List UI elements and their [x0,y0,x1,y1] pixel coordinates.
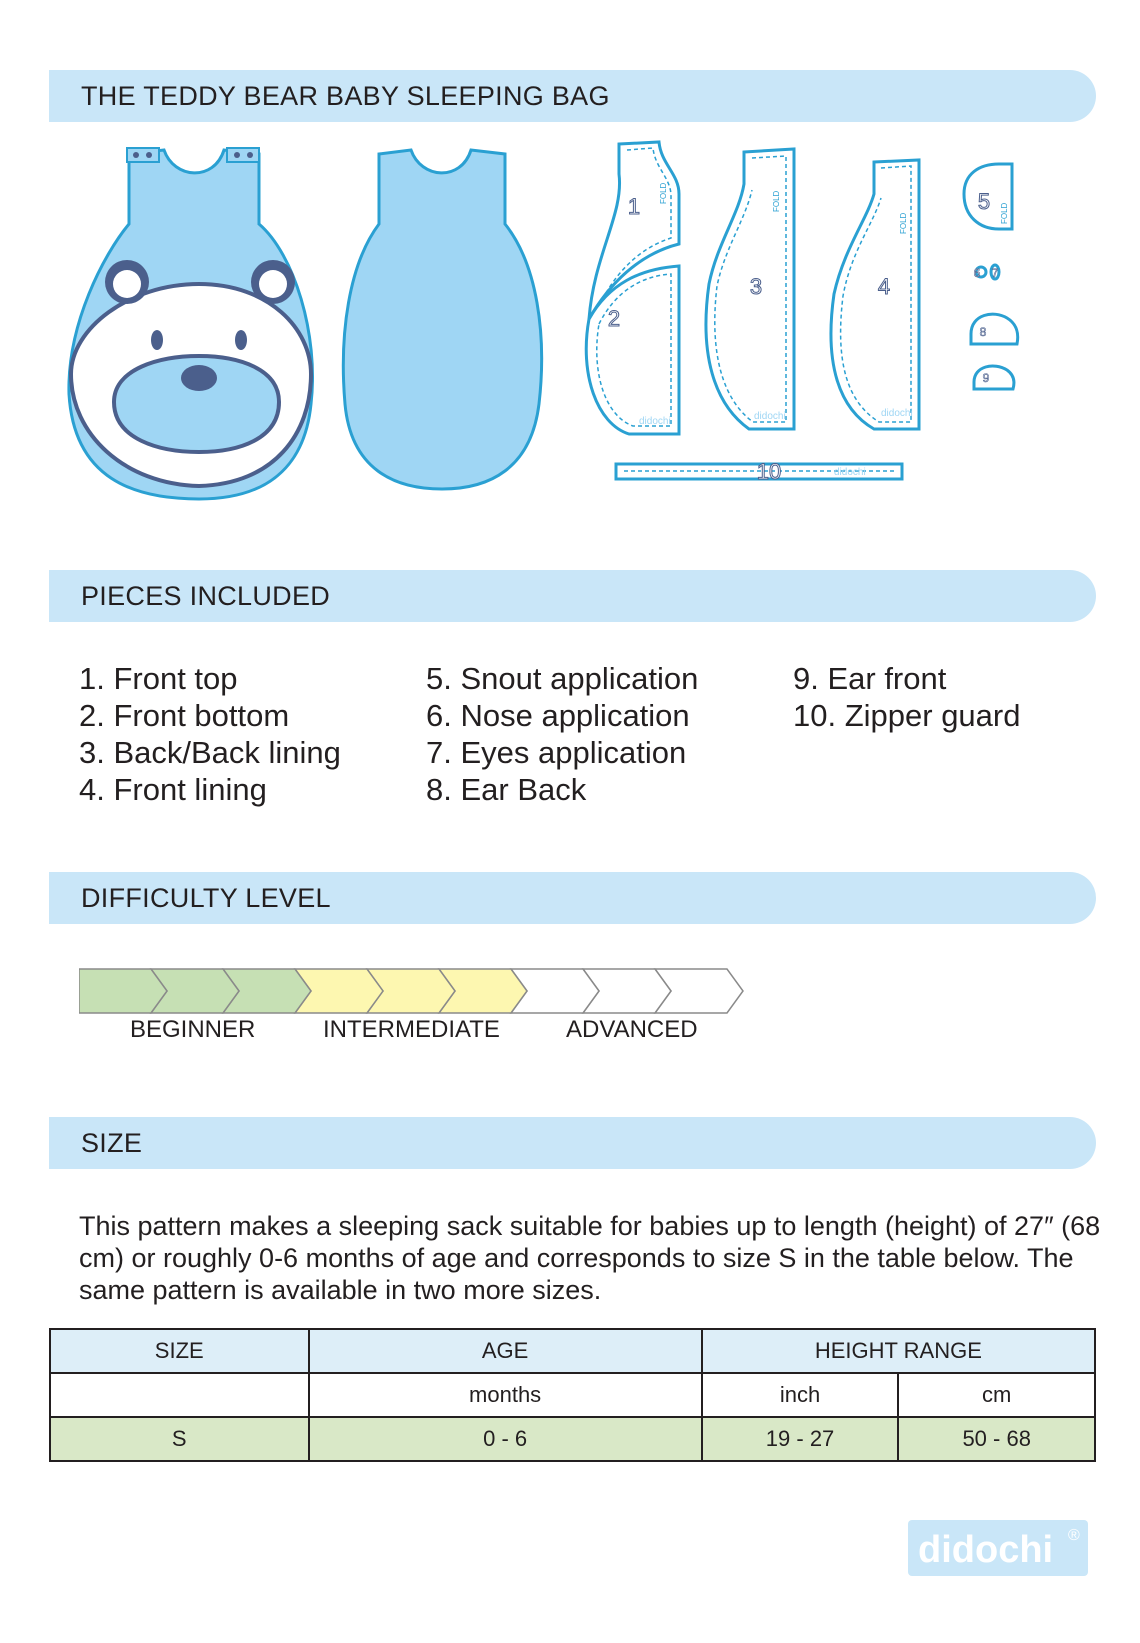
piece-number-10: 10 [756,459,782,484]
piece-8-outline [971,314,1018,344]
piece-item: 9. Ear front [793,661,947,696]
piece-number-2: 2 [607,306,621,331]
pattern-brand-mark: didochi [754,411,786,422]
sleeping-bag-illustration [49,134,1096,519]
table-subheader-cell: months [309,1373,702,1417]
pieces-column-1 [79,660,341,808]
table-header-cell: SIZE [50,1329,309,1373]
table-row [50,1417,1095,1461]
table-header-row [50,1329,1095,1373]
difficulty-heading: DIFFICULTY LEVEL [81,883,331,913]
piece-4-outline [831,160,919,429]
section-difficulty-band [49,872,1096,924]
piece-number-6: 6 [973,266,981,280]
table-cell: 0 - 6 [309,1417,702,1461]
piece-item: 8. Ear Back [426,772,587,807]
table-subheader-cell: inch [702,1373,899,1417]
bear-nose [181,365,217,391]
size-description: This pattern makes a sleeping sack suitable for babies up to length (height) of 27″ (68 cm) or roughly 0-6 months of age and corresponds to size S in the table below. The same pattern is available in two more sizes. [79,1211,1101,1305]
piece-item: 7. Eyes application [426,735,687,770]
piece-item: 2. Front bottom [79,698,290,733]
table-subheader-cell [50,1373,309,1417]
fold-label: FOLD [1000,202,1009,224]
registered-mark: ® [1068,1527,1080,1544]
piece-1-outline [589,142,679,319]
fold-label: FOLD [772,190,781,212]
pattern-brand-mark: didochi [881,408,913,419]
table-cell: 19 - 27 [702,1417,899,1461]
didochi-logo [908,1520,1088,1576]
piece-number-1: 1 [627,194,641,219]
piece-item: 5. Snout application [426,661,699,696]
pieces-column-2 [426,660,698,808]
table-subheader-row [50,1373,1095,1417]
piece-item: 1. Front top [79,661,238,696]
fold-label: FOLD [659,182,668,204]
pieces-heading: PIECES INCLUDED [81,581,331,611]
piece-number-9: 9 [982,371,990,385]
size-table [49,1328,1096,1462]
table-header-cell: HEIGHT RANGE [702,1329,1095,1373]
level-label-advanced: ADVANCED [566,1016,698,1043]
piece-number-3: 3 [749,274,763,299]
level-label-beginner: BEGINNER [130,1016,256,1043]
pattern-brand-mark: didochi [834,467,866,478]
section-pieces-band [49,570,1096,622]
piece-number-7: 7 [991,266,999,280]
piece-number-4: 4 [877,274,891,299]
difficulty-scale [79,968,759,1014]
pattern-brand-mark: didochi [639,416,671,427]
section-size-band [49,1117,1096,1169]
size-heading: SIZE [81,1128,143,1158]
front-view-bag [69,148,313,499]
difficulty-step [79,969,167,1013]
section-title-band [49,70,1096,122]
piece-number-8: 8 [979,325,987,339]
pieces-column-3 [793,660,1020,734]
table-header-cell: AGE [309,1329,702,1373]
piece-item: 6. Nose application [426,698,690,733]
logo-text: didochi [918,1529,1054,1571]
pattern-pieces [586,142,1017,479]
back-view-bag [343,150,541,489]
piece-2-outline [586,266,679,434]
bear-eye-right [235,330,247,350]
piece-number-5: 5 [977,189,991,214]
fold-label: FOLD [899,212,908,234]
page-title: THE TEDDY BEAR BABY SLEEPING BAG [81,81,610,111]
bear-eye-left [151,330,163,350]
piece-item: 10. Zipper guard [793,698,1021,733]
piece-9-outline [974,366,1014,389]
piece-item: 3. Back/Back lining [79,735,341,770]
level-label-intermediate: INTERMEDIATE [323,1016,500,1043]
piece-item: 4. Front lining [79,772,267,807]
table-cell: 50 - 68 [898,1417,1095,1461]
table-cell: S [50,1417,309,1461]
table-subheader-cell: cm [898,1373,1095,1417]
